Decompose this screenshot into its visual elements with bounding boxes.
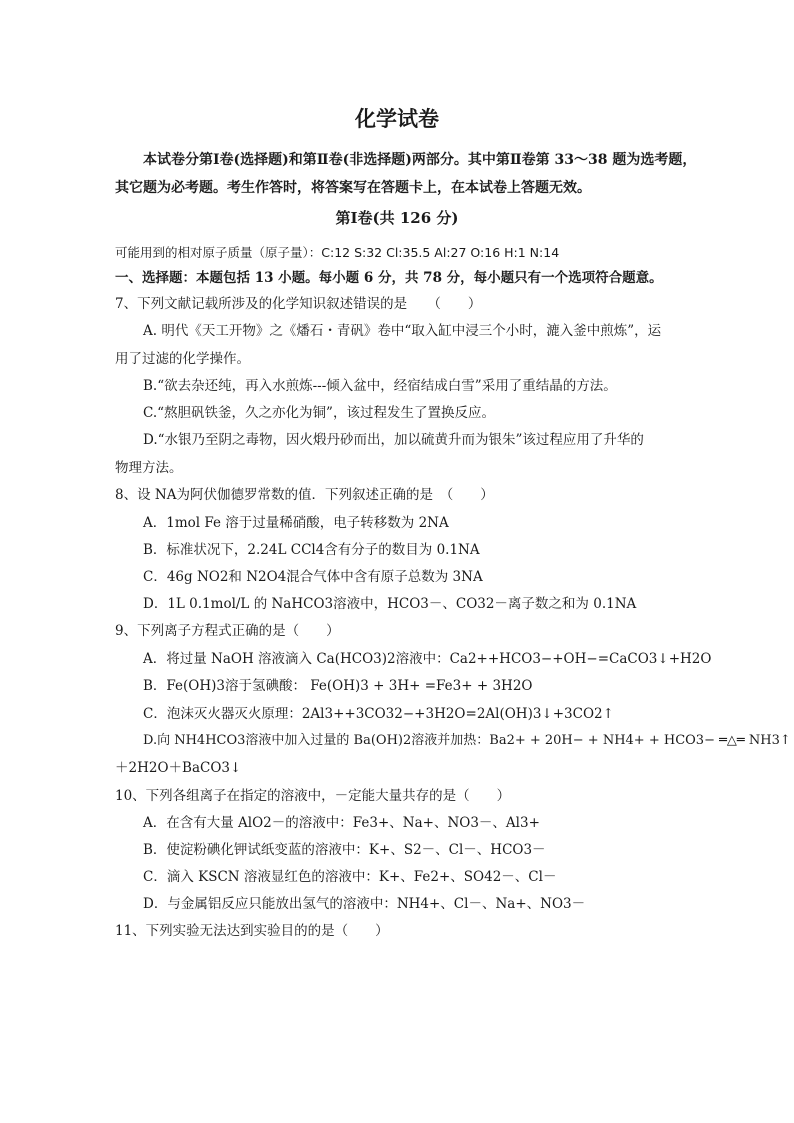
question-9-option-c: C．泡沫灭火器灭火原理：2Al3++3CO32−+3H2O=2Al(OH)3↓+3CO2↑: [143, 706, 614, 722]
question-10-option-a: A．在含有大量 AlO2－的溶液中：Fe3+、Na+、NO3－、Al3+: [143, 815, 540, 831]
question-11-stem: 11、下列实验无法达到实验目的的是（ ）: [115, 923, 389, 939]
question-8-option-a: A．1mol Fe 溶于过量稀硝酸，电子转移数为 2NA: [143, 515, 449, 531]
question-10-option-b: B．使淀粉碘化钾试纸变蓝的溶液中：K+、S2－、Cl－、HCO3－: [143, 842, 546, 858]
question-10-stem: 10、下列各组离子在指定的溶液中，－定能大量共存的是（ ）: [115, 788, 511, 804]
part-heading: 一、选择题：本题包括 13 小题。每小题 6 分，共 78 分，每小题只有一个选项符合题意。: [115, 270, 663, 286]
question-9-option-d: D.向 NH4HCO3溶液中加入过量的 Ba(OH)2溶液并加热：Ba2+ + 20H− + NH4+ + HCO3− ═△═ NH3↑: [143, 733, 791, 748]
question-10-option-d: D．与金属铝反应只能放出氢气的溶液中：NH4+、Cl－、Na+、NO3－: [143, 896, 586, 912]
question-7-option-c: C.“熬胆矾铁釜，久之亦化为铜”，该过程发生了置换反应。: [143, 405, 495, 421]
question-7-option-d-cont: 物理方法。: [115, 460, 183, 476]
question-10-option-c: C．滴入 KSCN 溶液显红色的溶液中：K+、Fe2+、SO42－、Cl－: [143, 869, 557, 885]
question-9-option-a: A．将过量 NaOH 溶液滴入 Ca(HCO3)2溶液中：Ca2++HCO3−+OH−=CaCO3↓+H2O: [143, 651, 712, 667]
atomic-mass-line: 可能用到的相对原子质量（原子量）：C:12 S:32 Cl:35.5 Al:27 O:16 H:1 N:14: [115, 245, 560, 260]
question-7-option-a-cont: 用了过滤的化学操作。: [115, 351, 250, 367]
question-9-stem: 9、下列离子方程式正确的是（ ）: [115, 623, 340, 639]
question-8-stem: 8、设 NA为阿伏伽德罗常数的值．下列叙述正确的是 （ ）: [115, 487, 494, 503]
question-7-option-d: D.“水银乃至阴之毒物，因火煅丹砂而出，加以硫黄升而为银朱”该过程应用了升华的: [143, 432, 644, 448]
question-8-option-d: D．1L 0.1mol/L 的 NaHCO3溶液中，HCO3－、CO32－离子数之和为 0.1NA: [143, 596, 637, 612]
intro-line-2: 其它题为必考题。考生作答时，将答案写在答题卡上，在本试卷上答题无效。: [115, 180, 591, 196]
question-8-option-b: B．标准状况下，2.24L CCl4含有分子的数目为 0.1NA: [143, 542, 480, 558]
question-8-option-c: C．46g NO2和 N2O4混合气体中含有原子总数为 3NA: [143, 569, 483, 585]
question-9-option-b: B．Fe(OH)3溶于氢碘酸： Fe(OH)3 + 3H+ =Fe3+ + 3H2O: [143, 678, 533, 694]
section-heading: 第Ⅰ卷(共 126 分): [335, 209, 459, 227]
question-9-option-d-cont: ＋2H2O＋BaCO3↓: [115, 760, 242, 776]
page-title: 化学试卷: [355, 107, 439, 131]
question-7-option-a: A. 明代《天工开物》之《燔石・青矾》卷中“取入缸中浸三个小时，漉入釜中煎炼”，运: [143, 323, 662, 339]
intro-line-1: 本试卷分第Ⅰ卷(选择题)和第Ⅱ卷(非选择题)两部分。其中第Ⅱ卷第 33～38 题为选考题，: [143, 152, 697, 168]
question-7-option-b: B.“欲去杂还纯，再入水煎炼---倾入盆中，经宿结成白雪”采用了重结晶的方法。: [143, 378, 617, 394]
question-7-stem: 7、下列文献记载所涉及的化学知识叙述错误的是 （ ）: [115, 296, 482, 312]
